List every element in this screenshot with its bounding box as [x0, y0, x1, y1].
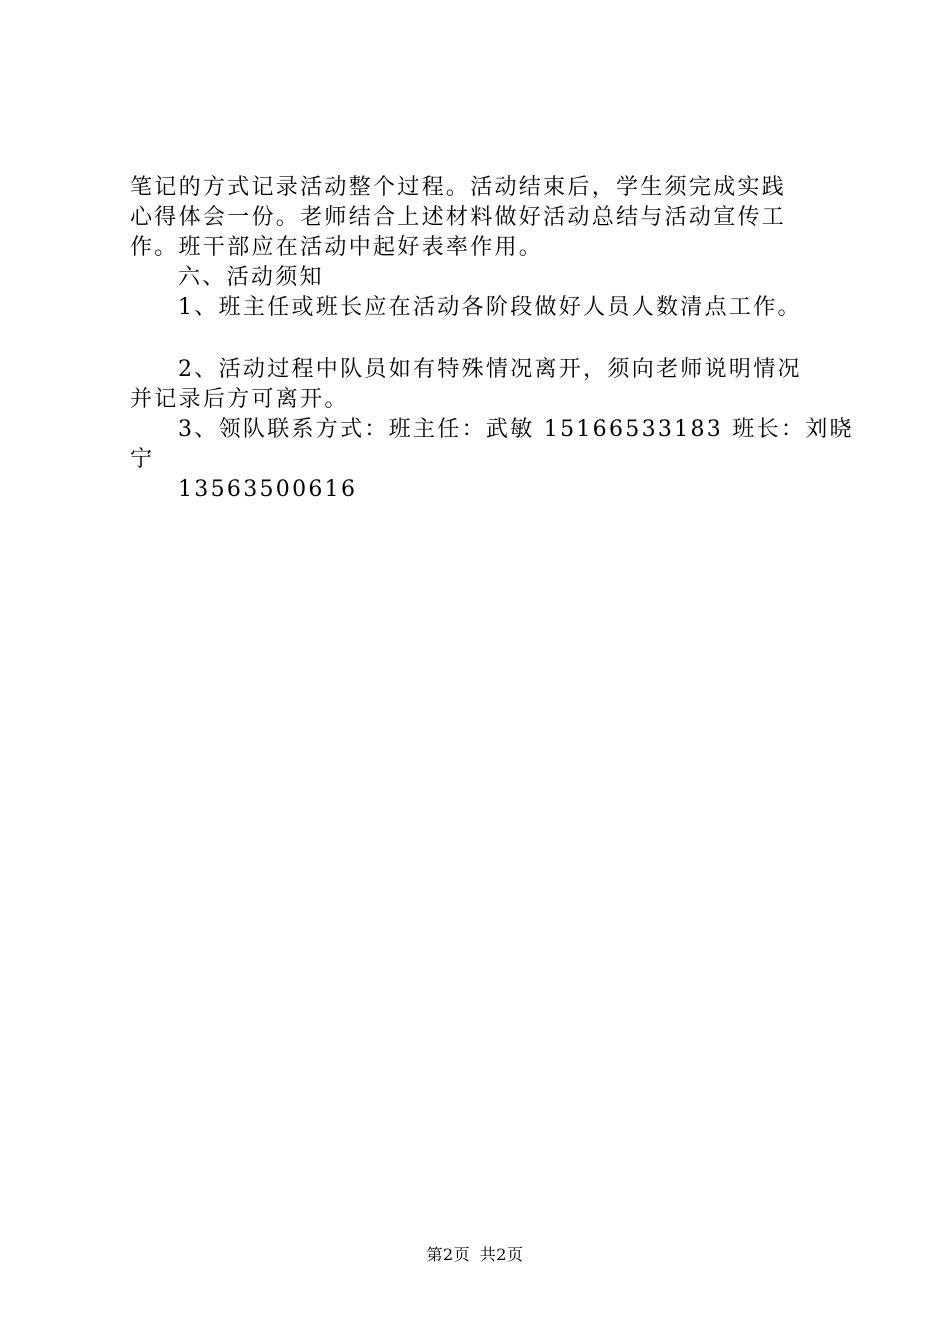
text-line: 笔记的方式记录活动整个过程。活动结束后，学生须完成实践 — [130, 175, 787, 200]
phone-number: 13563500616 — [178, 477, 358, 502]
page-footer — [0, 1244, 950, 1266]
text-line: 3、领队联系方式：班主任：武敏 15166533183 班长：刘晓 — [178, 417, 854, 442]
page-number: 第2页 — [426, 1245, 471, 1264]
paragraph-summary — [130, 173, 830, 263]
notice-item-2 — [130, 355, 830, 415]
text-line: 1、班主任或班长应在活动各阶段做好人员人数清点工作。 — [178, 295, 802, 320]
text-line: 宁 — [130, 447, 155, 472]
section-heading — [130, 263, 830, 293]
heading-activity-notice: 六、活动须知 — [178, 265, 324, 290]
document-body — [130, 173, 854, 505]
text-line: 并记录后方可离开。 — [130, 387, 349, 412]
text-line: 心得体会一份。老师结合上述材料做好活动总结与活动宣传工 — [130, 205, 787, 230]
notice-item-1 — [130, 293, 830, 323]
text-line: 2、活动过程中队员如有特殊情况离开，须向老师说明情况 — [178, 357, 802, 382]
notice-item-3 — [130, 415, 854, 505]
text-line: 作。班干部应在活动中起好表率作用。 — [130, 235, 544, 260]
page-total: 共2页 — [479, 1245, 524, 1264]
